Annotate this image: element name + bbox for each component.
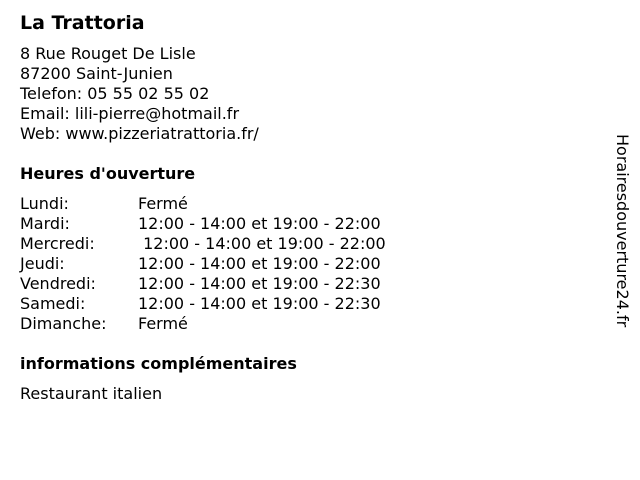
day-label: Lundi: bbox=[20, 194, 69, 213]
day-label: Mercredi: bbox=[20, 234, 95, 253]
address-block bbox=[20, 44, 259, 144]
email-line: Email: lili-pierre@hotmail.fr bbox=[20, 104, 240, 123]
watermark-text: Horairesdouverture24.fr bbox=[613, 134, 632, 328]
hours-row-thursday bbox=[20, 254, 386, 274]
day-hours: Fermé bbox=[138, 194, 188, 213]
day-hours: 12:00 - 14:00 et 19:00 - 22:30 bbox=[138, 274, 381, 293]
business-name: La Trattoria bbox=[20, 12, 145, 34]
info-text: Restaurant italien bbox=[20, 384, 163, 403]
hours-row-monday bbox=[20, 194, 386, 214]
city-line: 87200 Saint-Junien bbox=[20, 64, 173, 83]
hours-heading: Heures d'ouverture bbox=[20, 164, 196, 183]
info-heading: informations complémentaires bbox=[20, 354, 297, 373]
day-hours: 12:00 - 14:00 et 19:00 - 22:00 bbox=[138, 234, 386, 253]
phone-line: Telefon: 05 55 02 55 02 bbox=[20, 84, 210, 103]
hours-row-friday bbox=[20, 274, 386, 294]
day-label: Mardi: bbox=[20, 214, 70, 233]
day-hours: Fermé bbox=[138, 314, 188, 333]
street-line: 8 Rue Rouget De Lisle bbox=[20, 44, 196, 63]
hours-row-sunday bbox=[20, 314, 386, 334]
hours-row-tuesday bbox=[20, 214, 386, 234]
hours-row-wednesday bbox=[20, 234, 386, 254]
day-hours: 12:00 - 14:00 et 19:00 - 22:00 bbox=[138, 214, 381, 233]
day-label: Dimanche: bbox=[20, 314, 107, 333]
hours-table bbox=[20, 194, 386, 334]
day-label: Vendredi: bbox=[20, 274, 96, 293]
day-hours: 12:00 - 14:00 et 19:00 - 22:00 bbox=[138, 254, 381, 273]
web-line: Web: www.pizzeriatrattoria.fr/ bbox=[20, 124, 259, 143]
day-hours: 12:00 - 14:00 et 19:00 - 22:30 bbox=[138, 294, 381, 313]
day-label: Jeudi: bbox=[20, 254, 65, 273]
hours-row-saturday bbox=[20, 294, 386, 314]
day-label: Samedi: bbox=[20, 294, 86, 313]
